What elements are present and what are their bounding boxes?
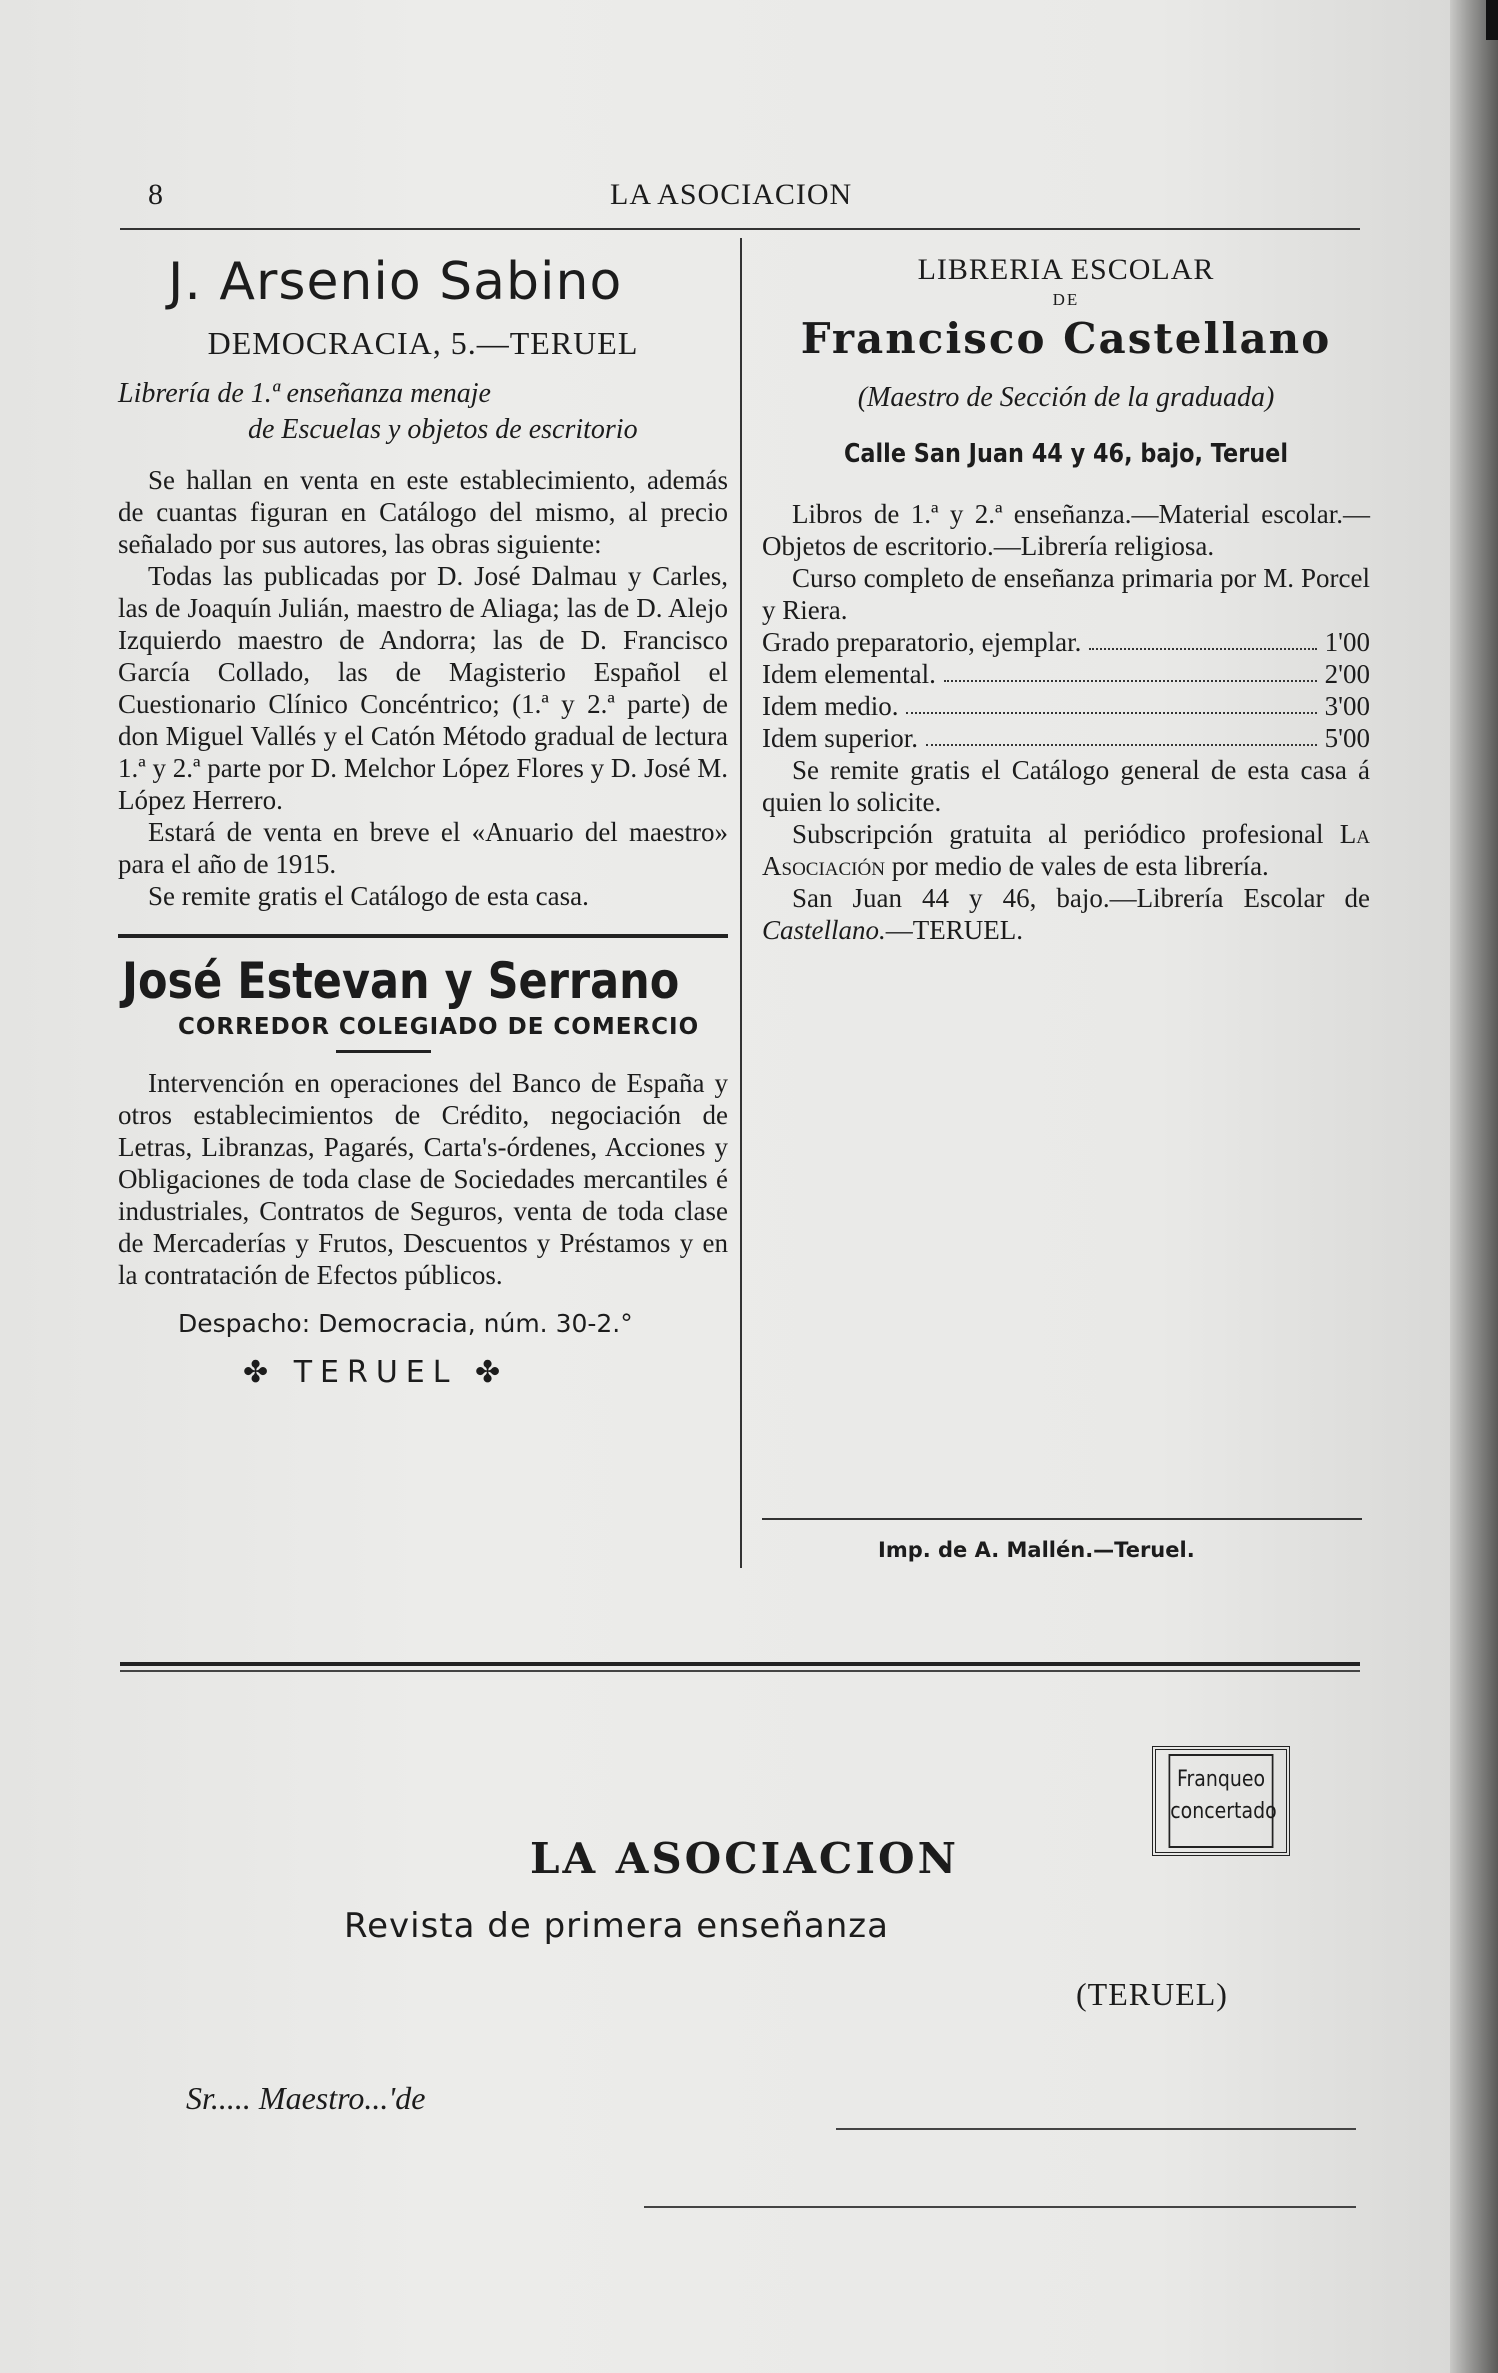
contact-name: Castellano. xyxy=(762,915,886,945)
estevan-city-line xyxy=(243,1351,728,1395)
price-item: Grado preparatorio, ejemplar. xyxy=(762,627,1082,657)
sabino-tagline-1: Librería de 1.ª enseñanza menaje xyxy=(118,378,491,409)
sabino-ad xyxy=(118,250,728,912)
imprint: Imp. de A. Mallén.—Teruel. xyxy=(878,1538,1195,1562)
price-row xyxy=(762,722,1370,754)
estevan-body: Intervención en operaciones del Banco de España y otros establecimientos de Crédito, negociación de Letras, Libranzas, Pagarés, Carta's-órdenes, Acciones y Obligaciones de toda clase de Sociedades mercantiles é industriales, Contratos de Seguros, venta de toda clase de Mercaderías y Frutos, Descuentos y Préstamos y en la contratación de Efectos públicos. xyxy=(118,1068,728,1290)
ornament-left-icon: ✤ xyxy=(243,1355,277,1390)
libreria-title: LIBRERIA ESCOLAR xyxy=(917,253,1215,286)
sabino-address: DEMOCRACIA, 5.—TERUEL xyxy=(207,325,639,361)
castellano-paragraph-5 xyxy=(762,882,1370,946)
castellano-paragraph-4 xyxy=(762,818,1370,882)
price-value: 3'00 xyxy=(1324,691,1370,721)
estevan-city: TERUEL xyxy=(293,1355,458,1390)
masthead-title: LA ASOCIACION xyxy=(530,1834,959,1883)
sabino-tagline-2: de Escuelas y objetos de escritorio xyxy=(248,414,638,445)
libreria-de: DE xyxy=(1052,290,1080,309)
masthead-subtitle: Revista de primera enseñanza xyxy=(344,1906,889,1946)
subscription-text: Subscripción gratuita al periódico profesional xyxy=(792,819,1324,849)
header-rule xyxy=(120,228,1360,230)
bottom-rule-thick xyxy=(120,1662,1360,1666)
price-list xyxy=(762,626,1370,754)
estevan-despacho: Despacho: Democracia, núm. 30-2.° xyxy=(178,1309,633,1338)
price-row xyxy=(762,626,1370,658)
castellano-name: Francisco Castellano xyxy=(800,314,1332,363)
column-divider xyxy=(740,238,742,1568)
running-head-title: LA ASOCIACION xyxy=(610,178,853,211)
sabino-name: J. Arsenio Sabino xyxy=(168,252,623,312)
estevan-rule xyxy=(336,1050,431,1053)
spine-corner xyxy=(1486,0,1498,40)
price-row xyxy=(762,690,1370,722)
page-number: 8 xyxy=(148,178,163,211)
contact-text: San Juan 44 y 46, bajo.—Librería Escolar de xyxy=(792,883,1370,913)
stamp-line-1: Franqueo xyxy=(1176,1767,1266,1792)
castellano-paragraph-1: Libros de 1.ª y 2.ª enseñanza.—Material escolar.—Objetos de escritorio.—Librería religiosa. xyxy=(762,499,1370,561)
sabino-paragraph-2: Todas las publicadas por D. José Dalmau y Carles, las de Joaquín Julián, maestro de Aliaga; las de D. Alejo Izquierdo maestro de Andorra; las de D. Francisco García Collado, las de Magisterio Español el Cuestionario Clínico Concéntrico; (1.ª y 2.ª parte) de don Miguel Vallés y el Catón Método gradual de lectura 1.ª y 2.ª parte por D. Melchor López Flores y D. José M. López Herrero. xyxy=(118,561,728,815)
postage-stamp-box xyxy=(1152,1746,1290,1856)
price-value: 1'00 xyxy=(1324,627,1370,657)
price-value: 5'00 xyxy=(1324,723,1370,753)
castellano-paragraph-2: Curso completo de enseñanza primaria por M. Porcel y Riera. xyxy=(762,563,1370,625)
contact-city: —TERUEL. xyxy=(885,915,1023,945)
sabino-paragraph-4: Se remite gratis el Catálogo de esta casa. xyxy=(148,881,589,911)
price-leader xyxy=(906,690,1316,714)
imprint-rule xyxy=(762,1518,1362,1520)
price-leader xyxy=(926,722,1317,746)
castellano-paragraph-3: Se remite gratis el Catálogo general de esta casa á quien lo solicite. xyxy=(762,755,1370,817)
price-row xyxy=(762,658,1370,690)
price-leader xyxy=(944,658,1317,682)
estevan-ad xyxy=(118,950,728,1395)
estevan-subtitle: CORREDOR COLEGIADO DE COMERCIO xyxy=(178,1014,700,1040)
castellano-address: Calle San Juan 44 y 46, bajo, Teruel xyxy=(843,439,1288,469)
stamp-line-2: concertado xyxy=(1170,1799,1277,1824)
sabino-paragraph-1: Se hallan en venta en este establecimiento, además de cuantas figuran en Catálogo del mismo, al precio señalado por sus autores, las obras siguiente: xyxy=(118,465,728,559)
price-item: Idem superior. xyxy=(762,723,918,753)
left-column xyxy=(118,248,728,1395)
price-item: Idem elemental. xyxy=(762,659,936,689)
address-line-1 xyxy=(836,2128,1356,2130)
sabino-paragraph-3: Estará de venta en breve el «Anuario del maestro» para el año de 1915. xyxy=(118,817,728,879)
price-value: 2'00 xyxy=(1324,659,1370,689)
ad-separator xyxy=(118,934,728,938)
postage-stamp-text xyxy=(1169,1754,1277,1848)
periodical-name: La Asociación xyxy=(762,819,1371,881)
price-item: Idem medio. xyxy=(762,691,899,721)
ornament-right-icon: ✤ xyxy=(475,1355,509,1390)
address-line-2 xyxy=(644,2206,1356,2208)
masthead-city: (TERUEL) xyxy=(1076,1976,1228,2012)
bottom-rule-thin xyxy=(120,1670,1360,1672)
castellano-role: (Maestro de Sección de la graduada) xyxy=(857,382,1275,413)
estevan-name: José Estevan y Serrano xyxy=(122,952,680,1010)
right-column xyxy=(762,248,1370,946)
subscription-text-end: por medio de vales de esta librería. xyxy=(891,851,1269,881)
book-spine xyxy=(1450,0,1498,2373)
price-leader xyxy=(1089,626,1316,650)
recipient-line: Sr..... Maestro...'de xyxy=(186,2080,426,2116)
